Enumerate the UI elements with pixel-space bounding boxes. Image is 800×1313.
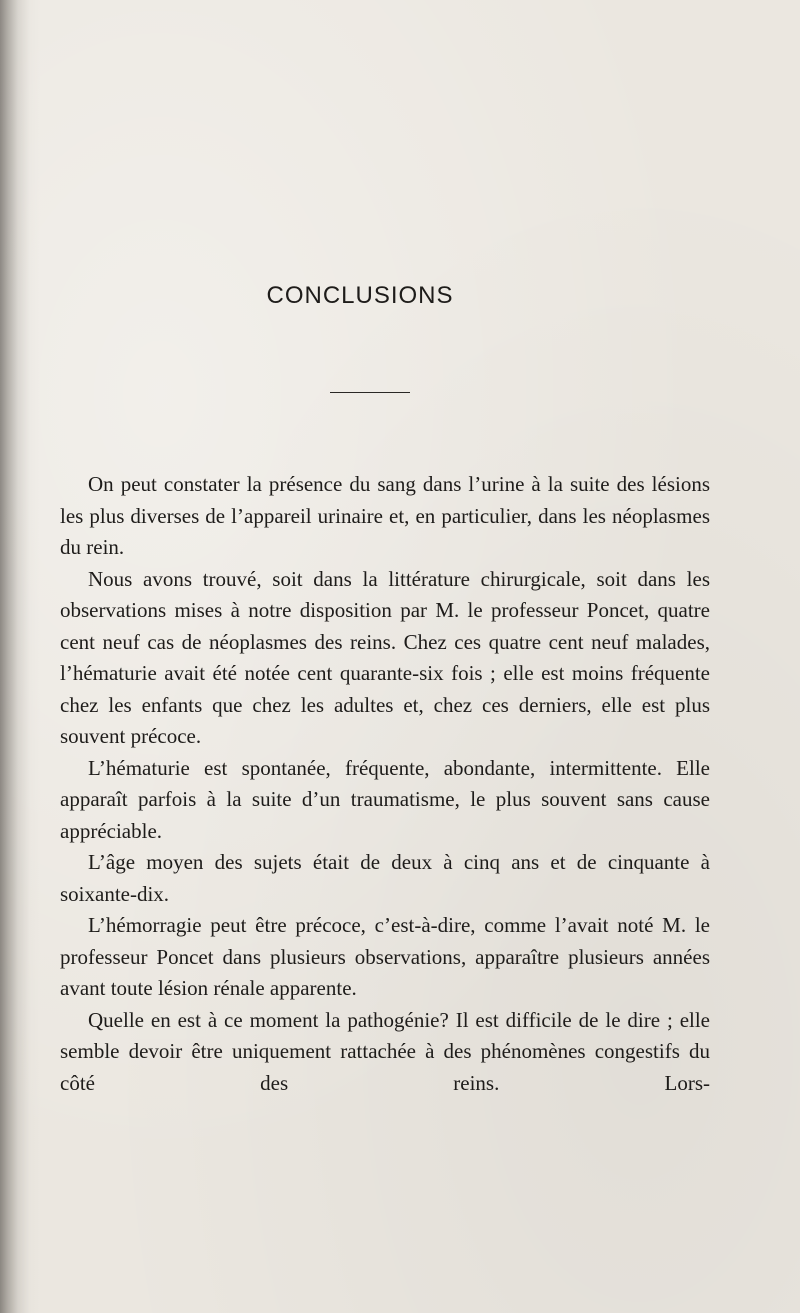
paragraph-3: L’hématurie est spontanée, fréquente, abondante, intermittente. Elle apparaît parfois à la suite d’un traumatisme, le plus souvent sans cause appréciable. xyxy=(60,755,710,843)
body-text xyxy=(60,469,710,1099)
paragraph-4: L’âge moyen des sujets était de deux à cinq ans et de cinquante à soixante-dix. xyxy=(60,850,710,906)
paragraph-2: Nous avons trouvé, soit dans la littérature chirurgicale, soit dans les observations mises à notre disposition par M. le professeur Poncet, quatre cent neuf cas de néoplasmes des reins. Chez ces quatre cent neuf malades, l’hématurie avait été notée cent quarante-six fois ; elle est moins fréquente chez les enfants que chez les adultes et, chez ces derniers, elle est plus souvent précoce. xyxy=(60,566,710,748)
page-binding-shadow xyxy=(0,0,40,1313)
title-divider xyxy=(330,392,410,393)
paragraph-1: On peut constater la présence du sang dans l’urine à la suite des lésions les plus diverses de l’appareil urinaire et, en particulier, dans les néoplasmes du rein. xyxy=(60,472,710,559)
paragraph-5: L’hémorragie peut être précoce, c’est-à-dire, comme l’avait noté M. le professeur Poncet dans plusieurs observations, apparaître plusieurs années avant toute lésion rénale apparente. xyxy=(60,913,710,1000)
section-title: CONCLUSIONS xyxy=(266,282,454,309)
paragraph-6: Quelle en est à ce moment la pathogénie? Il est difficile de le dire ; elle semble devoir être uniquement rattachée à des phénomènes congestifs du côté des reins. Lors- xyxy=(60,1007,710,1095)
